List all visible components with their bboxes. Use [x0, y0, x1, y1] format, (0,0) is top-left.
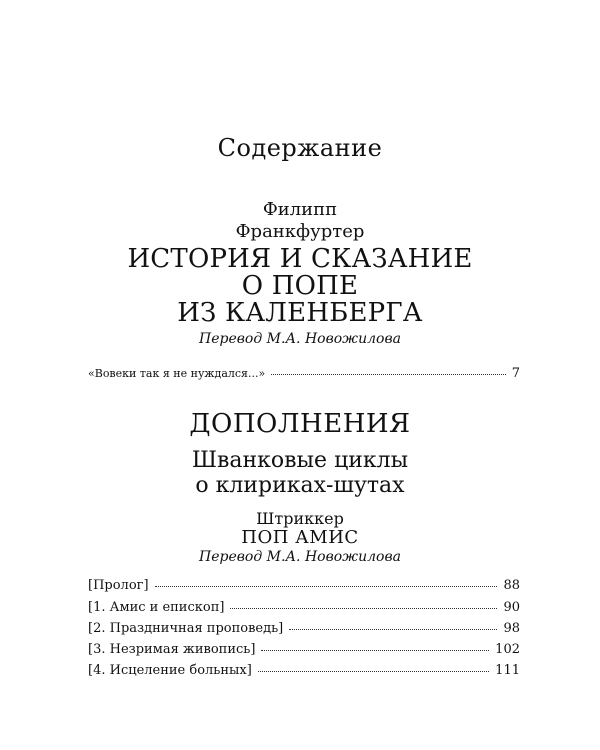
toc-leader-dots: [289, 617, 497, 630]
toc-entry-page: 7: [511, 366, 520, 381]
appendix-heading: ДОПОЛНЕНИЯ: [189, 409, 411, 439]
toc-entry[interactable]: [88, 576, 520, 594]
cycle-title-line-2: о клириках-шутах: [195, 473, 405, 498]
toc-entry[interactable]: [88, 661, 520, 679]
toc-leader-dots: [230, 596, 497, 609]
toc-entry-page: 102: [495, 642, 520, 657]
appendix-author: Штриккер: [256, 509, 344, 528]
toc-entry-page: 88: [503, 578, 520, 593]
toc-entry[interactable]: [88, 640, 520, 658]
main-work-translator: Перевод М.А. Новожилова: [199, 331, 401, 347]
main-work-title-line-2: О ПОПЕ: [241, 271, 359, 301]
toc-entry-title: [3. Незримая живопись]: [88, 642, 256, 657]
toc-entry-title: [Пролог]: [88, 578, 149, 593]
main-work-title-line-1: ИСТОРИЯ И СКАЗАНИЕ: [127, 244, 473, 274]
cycle-title-line-1: Шванковые циклы: [191, 448, 409, 473]
main-work-author: [0, 199, 600, 243]
toc-entry-title: [1. Амис и епископ]: [88, 600, 225, 615]
appendix-work-title: ПОП АМИС: [241, 527, 359, 548]
toc-leader-dots: [258, 659, 489, 672]
toc-entry-page: 111: [495, 663, 520, 678]
toc-entry-title: [4. Исцеление больных]: [88, 663, 252, 678]
toc-entry-title: «Вовеки так я не нуждался...»: [88, 367, 266, 380]
toc-entry[interactable]: [88, 619, 520, 637]
toc-entry[interactable]: [88, 598, 520, 616]
toc-entry-page: 98: [503, 621, 520, 636]
toc-leader-dots: [261, 638, 489, 651]
toc-entry-page: 90: [503, 600, 520, 615]
cycle-title: [0, 448, 600, 498]
page-heading: Содержание: [217, 134, 383, 162]
author-last-name: Франкфуртер: [235, 221, 365, 242]
appendix-translator: Перевод М.А. Новожилова: [199, 549, 401, 565]
toc-leader-dots: [271, 362, 506, 375]
toc-entry-title: [2. Праздничная проповедь]: [88, 621, 284, 636]
author-first-name: Филипп: [262, 199, 338, 220]
toc-leader-dots: [155, 574, 498, 587]
main-work-title: [0, 246, 600, 327]
main-work-title-line-3: ИЗ КАЛЕНБЕРГА: [177, 298, 423, 328]
toc-entry[interactable]: [88, 364, 520, 382]
